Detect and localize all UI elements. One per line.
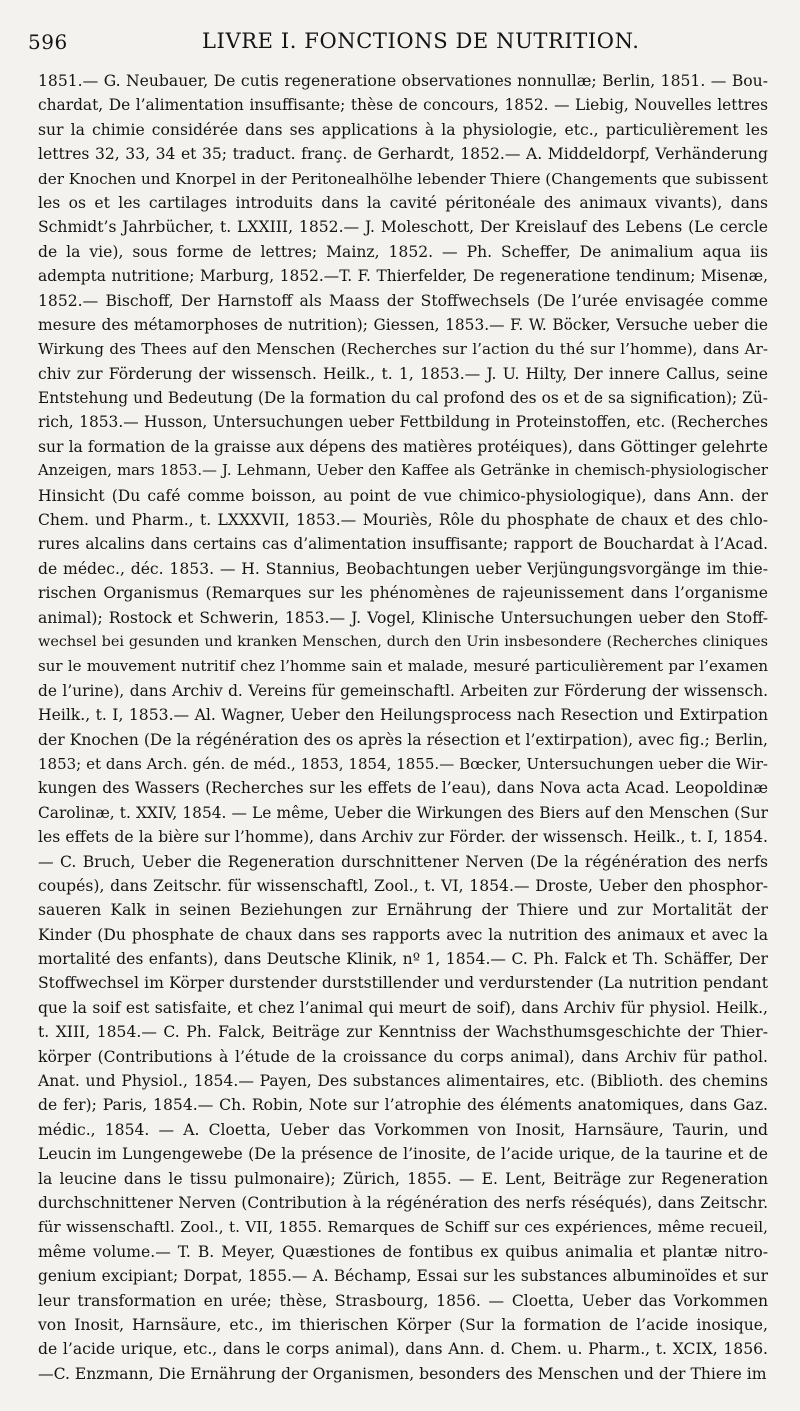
page-number: 596	[28, 30, 68, 54]
text-line: saueren Kalk in seinen Beziehungen zur Ernährung der Thiere und zur Mortalität der	[38, 901, 768, 920]
text-line: — C. Bruch, Ueber die Regeneration durschnittener Nerven (De la régénération des nerfs	[38, 852, 768, 871]
bibliography-text	[38, 69, 768, 1386]
page-header	[28, 26, 766, 60]
text-line: les effets de la bière sur l’homme), dans Archiv zur Förder. der wissensch. Heilk., t. I, 1854.	[38, 828, 768, 847]
text-line: chardat, De l’alimentation insuffisante; thèse de concours, 1852. — Liebig, Nouvelles lettres	[38, 96, 768, 115]
text-line: rures alcalins dans certains cas d’alimentation insuffisante; rapport de Bouchardat à l’Acad.	[38, 535, 768, 554]
text-line: Schmidt’s Jahrbücher, t. LXXIII, 1852.— J. Moleschott, Der Kreislauf des Lebens (Le cercle	[38, 218, 768, 237]
text-line: Carolinæ, t. XXIV, 1854. — Le même, Ueber die Wirkungen des Biers auf den Menschen (Sur	[38, 803, 768, 822]
text-line: der Knochen und Knorpel in der Peritonealhölhe lebender Thiere (Changements que subissent	[38, 169, 768, 188]
text-line: wechsel bei gesunden und kranken Menschen, durch den Urin insbesondere (Recherches cliniques	[38, 633, 768, 650]
text-line: chiv zur Förderung der wissensch. Heilk., t. 1, 1853.— J. U. Hilty, Der innere Callus, seine	[38, 364, 768, 383]
running-head: LIVRE I. FONCTIONS DE NUTRITION.	[202, 29, 640, 53]
text-line: durchschnittener Nerven (Contribution à la régénération des nerfs réséqués), dans Zeitschr.	[38, 1193, 768, 1212]
text-line: de médec., déc. 1853. — H. Stannius, Beobachtungen ueber Verjüngungsvorgänge im thie-	[38, 559, 768, 578]
text-line: même volume.— T. B. Meyer, Quæstiones de fontibus ex quibus animalia et plantæ nitro-	[38, 1242, 768, 1261]
text-line: rich, 1853.— Husson, Untersuchungen ueber Fettbildung in Proteinstoffen, etc. (Recherches	[38, 413, 768, 432]
text-line: de la vie), sous forme de lettres; Mainz, 1852. — Ph. Scheffer, De animalium aqua iis	[38, 242, 768, 261]
text-line: animal); Rostock et Schwerin, 1853.— J. Vogel, Klinische Untersuchungen ueber den Stoff-	[38, 608, 768, 627]
text-line: Entstehung und Bedeutung (De la formation du cal profond des os et de sa signification); Zü-	[38, 389, 768, 408]
text-line: sur la chimie considérée dans ses applications à la physiologie, etc., particulièrement les	[38, 120, 768, 139]
text-line: rischen Organismus (Remarques sur les phénomènes de rajeunissement dans l’organisme	[38, 584, 768, 603]
text-line: Anzeigen, mars 1853.— J. Lehmann, Ueber den Kaffee als Getränke in chemisch-physiologischer	[38, 462, 768, 480]
text-line: genium excipiant; Dorpat, 1855.— A. Béchamp, Essai sur les substances albuminoïdes et sur	[38, 1267, 768, 1286]
text-line: sur la formation de la graisse aux dépens des matières protéiques), dans Göttinger gelehrte	[38, 437, 768, 456]
text-line: der Knochen (De la régénération des os après la résection et l’extirpation), avec fig.; Berlin,	[38, 730, 768, 749]
text-line: coupés), dans Zeitschr. für wissenschaftl, Zool., t. VI, 1854.— Droste, Ueber den phosphor-	[38, 876, 768, 895]
text-line: körper (Contributions à l’étude de la croissance du corps animal), dans Archiv für pathol.	[38, 1047, 768, 1066]
text-line: de fer); Paris, 1854.— Ch. Robin, Note sur l’atrophie des éléments anatomiques, dans Gaz.	[38, 1096, 768, 1115]
text-line: Leucin im Lungengewebe (De la présence de l’inosite, de l’acide urique, de la taurine et de	[38, 1145, 768, 1164]
text-line: —C. Enzmann, Die Ernährung der Organismen, besonders des Menschen und der Thiere im	[38, 1364, 767, 1383]
text-line: lettres 32, 33, 34 et 35; traduct. franç. de Gerhardt, 1852.— A. Middeldorpf, Verhänderung	[38, 145, 768, 164]
text-line: que la soif est satisfaite, et chez l’animal qui meurt de soif), dans Archiv für physiol. Heilk.,	[38, 998, 768, 1017]
text-line: mesure des métamorphoses de nutrition); Giessen, 1853.— F. W. Böcker, Versuche ueber die	[38, 315, 768, 334]
text-line: von Inosit, Harnsäure, etc., im thierischen Körper (Sur la formation de l’acide inosique,	[38, 1315, 768, 1334]
text-line: médic., 1854. — A. Cloetta, Ueber das Vorkommen von Inosit, Harnsäure, Taurin, und	[38, 1120, 768, 1139]
text-line: für wissenschaftl. Zool., t. VII, 1855. Remarques de Schiff sur ces expériences, même recueil,	[38, 1218, 768, 1237]
text-line: Kinder (Du phosphate de chaux dans ses rapports avec la nutrition des animaux et avec la	[38, 925, 768, 944]
text-line: de l’urine), dans Archiv d. Vereins für gemeinschaftl. Arbeiten zur Förderung der wissensch.	[38, 681, 768, 700]
text-line: les os et les cartilages introduits dans la cavité péritonéale des animaux vivants), dans	[38, 193, 768, 212]
text-line: 1853; et dans Arch. gén. de méd., 1853, 1854, 1855.— Bœcker, Untersuchungen ueber die Wir-	[38, 754, 768, 773]
text-line: t. XIII, 1854.— C. Ph. Falck, Beiträge zur Kenntniss der Wachsthumsgeschichte der Thier-	[38, 1023, 768, 1042]
text-line: leur transformation en urée; thèse, Strasbourg, 1856. — Cloetta, Ueber das Vorkommen	[38, 1291, 768, 1310]
text-line: Anat. und Physiol., 1854.— Payen, Des substances alimentaires, etc. (Biblioth. des chemins	[38, 1072, 768, 1091]
text-line: 1851.— G. Neubauer, De cutis regeneratione observationes nonnullæ; Berlin, 1851. — Bou-	[38, 72, 768, 90]
text-line: kungen des Wassers (Recherches sur les effets de l’eau), dans Nova acta Acad. Leopoldinæ	[38, 779, 768, 798]
text-line: sur le mouvement nutritif chez l’homme sain et malade, mesuré particulièrement par l’examen	[38, 657, 768, 676]
text-line: adempta nutritione; Marburg, 1852.—T. F. Thierfelder, De regeneratione tendinum; Misenæ,	[38, 267, 768, 286]
text-line: Wirkung des Thees auf den Menschen (Recherches sur l’action du thé sur l’homme), dans Ar-	[38, 340, 768, 359]
text-line: mortalité des enfants), dans Deutsche Klinik, nº 1, 1854.— C. Ph. Falck et Th. Schäffer, Der	[38, 950, 768, 969]
text-line: 1852.— Bischoff, Der Harnstoff als Maass der Stoffwechsels (De l’urée envisagée comme	[38, 291, 768, 310]
text-line: Chem. und Pharm., t. LXXXVII, 1853.— Mouriès, Rôle du phosphate de chaux et des chlo-	[38, 511, 768, 530]
text-line: la leucine dans le tissu pulmonaire); Zürich, 1855. — E. Lent, Beiträge zur Regeneration	[38, 1169, 768, 1188]
text-line: Heilk., t. I, 1853.— Al. Wagner, Ueber den Heilungsprocess nach Resection und Extirpation	[38, 706, 768, 725]
text-line: Stoffwechsel im Körper durstender durststillender und verdurstender (La nutrition pendant	[38, 974, 768, 993]
text-line: Hinsicht (Du café comme boisson, au point de vue chimico-physiologique), dans Ann. der	[38, 486, 768, 505]
text-line: de l’acide urique, etc., dans le corps animal), dans Ann. d. Chem. u. Pharm., t. XCIX, 1856.	[38, 1340, 768, 1359]
